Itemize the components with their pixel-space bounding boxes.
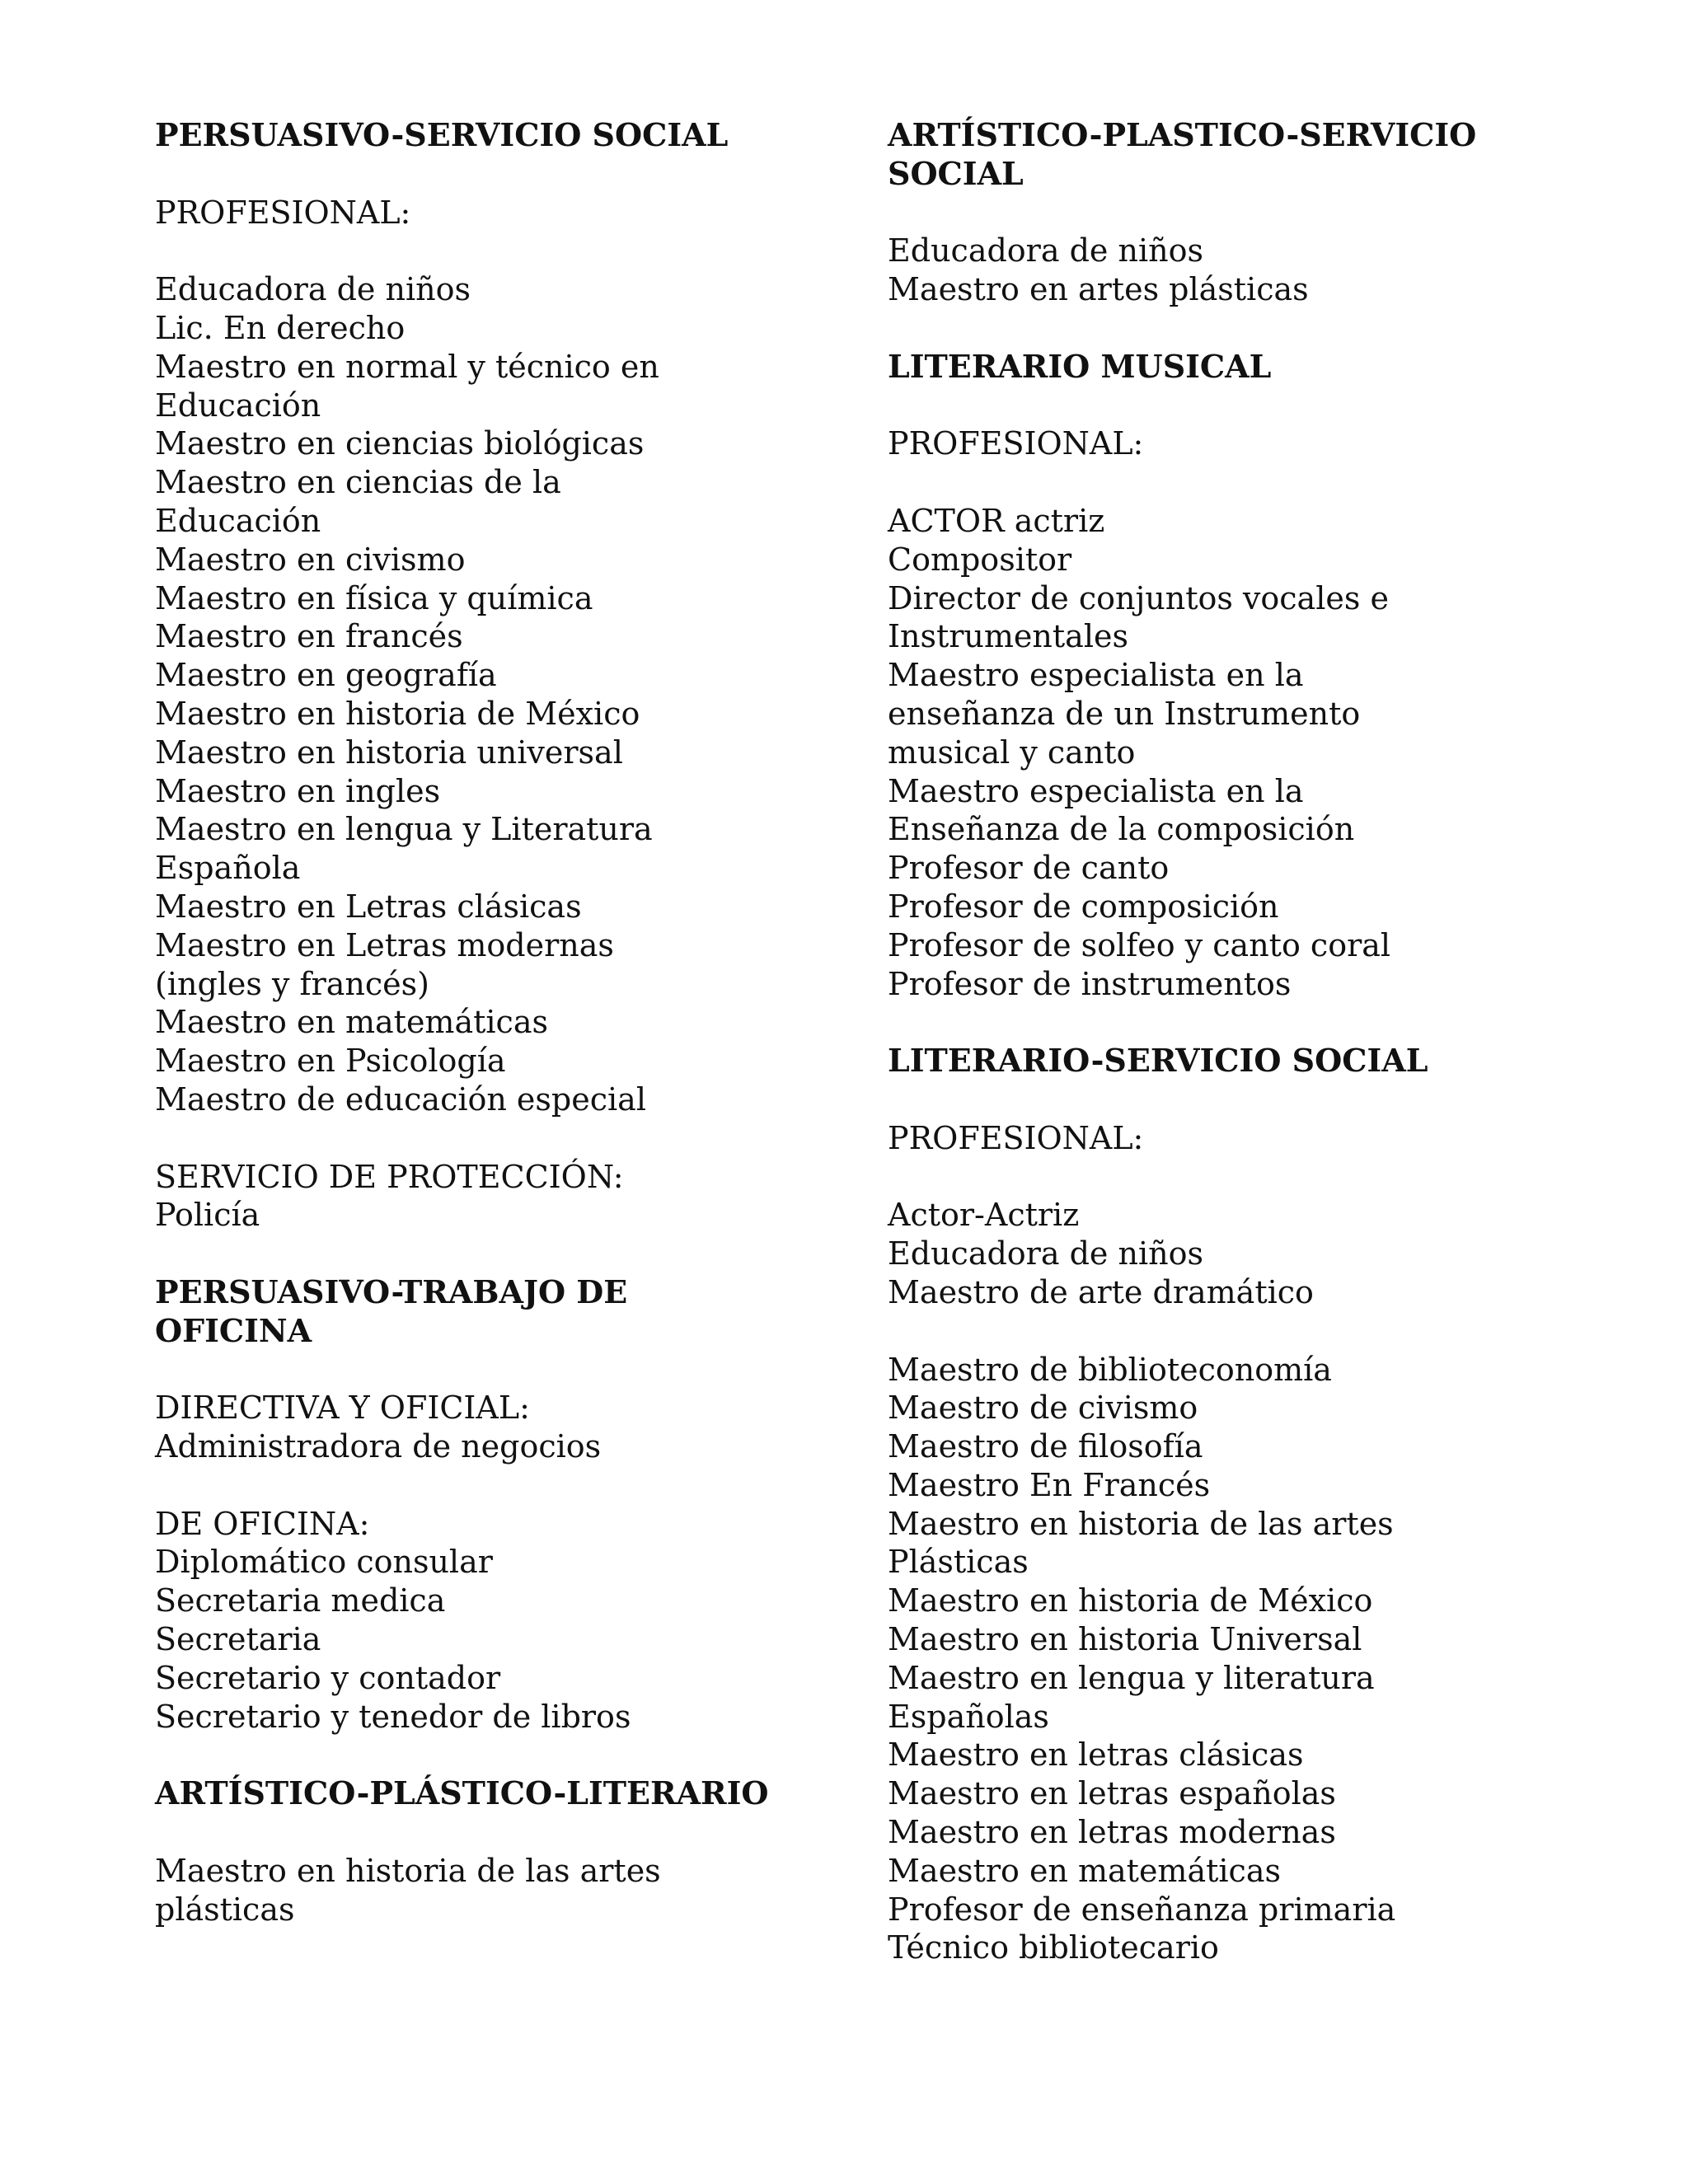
list-item-maestro-de-civismo: Maestro de civismo (888, 1390, 1198, 1427)
text-block (888, 1351, 1564, 1968)
list-item-director-de-conjuntos-vocales-e: Director de conjuntos vocales e (888, 579, 1389, 616)
list-item-maestro-especialista-en-la: Maestro especialista en la (888, 657, 1304, 694)
block-spacer (155, 1736, 831, 1774)
heading-line-artistico-plastico-servicio: ARTÍSTICO-PLASTICO-SERVICIO (888, 116, 1477, 153)
text-block (888, 232, 1564, 309)
list-item-profesional: PROFESIONAL: (155, 194, 411, 231)
heading-line-artistico-plastico-literario: ARTÍSTICO-PLÁSTICO-LITERARIO (155, 1774, 769, 1812)
list-item-servicio-de-proteccion: SERVICIO DE PROTECCIÓN: (155, 1158, 624, 1195)
list-item-maestro-de-biblioteconomia: Maestro de biblioteconomía (888, 1351, 1332, 1388)
list-item-maestro-en-matematicas: Maestro en matemáticas (888, 1852, 1281, 1889)
list-item-maestro-en-historia-de-mexico: Maestro en historia de México (155, 695, 640, 732)
left-column (155, 116, 831, 1929)
text-block (888, 424, 1564, 463)
list-item-maestro-en-psicologia: Maestro en Psicología (155, 1043, 506, 1080)
block-spacer (888, 309, 1564, 348)
text-block (155, 1505, 831, 1736)
list-item-educacion: Educación (155, 502, 321, 539)
block-spacer (155, 1813, 831, 1852)
list-item-maestro-en-lengua-y-literatura: Maestro en lengua y literatura (888, 1659, 1375, 1696)
text-block (155, 270, 831, 1119)
list-item-educacion: Educación (155, 387, 321, 424)
list-item-profesor-de-composicion: Profesor de composición (888, 888, 1279, 925)
list-item-maestro-en-artes-plasticas: Maestro en artes plásticas (888, 271, 1309, 308)
section-heading (155, 116, 831, 155)
list-item-espanolas: Españolas (888, 1698, 1049, 1735)
block-spacer (155, 1466, 831, 1505)
section-heading (888, 116, 1564, 194)
list-item-policia: Policía (155, 1197, 260, 1234)
list-item-maestro-en-ciencias-biologicas: Maestro en ciencias biológicas (155, 425, 645, 462)
list-item-secretario-y-tenedor-de-libros: Secretario y tenedor de libros (155, 1698, 631, 1735)
list-item-maestro-especialista-en-la: Maestro especialista en la (888, 772, 1304, 809)
block-spacer (888, 194, 1564, 232)
block-spacer (155, 1119, 831, 1158)
section-heading (155, 1774, 831, 1813)
list-item-plasticas: Plásticas (888, 1544, 1029, 1581)
list-item-maestro-en-frances: Maestro en francés (155, 618, 463, 655)
list-item-profesor-de-ensenanza-primaria: Profesor de enseñanza primaria (888, 1891, 1396, 1928)
list-item-maestro-en-historia-universal: Maestro en historia Universal (888, 1621, 1362, 1658)
block-spacer (888, 387, 1564, 425)
heading-line-literario-musical: LITERARIO MUSICAL (888, 347, 1272, 385)
list-item-profesor-de-instrumentos: Profesor de instrumentos (888, 965, 1292, 1002)
list-item-maestro-en-fisica-y-quimica: Maestro en física y química (155, 579, 593, 616)
list-item-administradora-de-negocios: Administradora de negocios (155, 1428, 602, 1465)
block-spacer (155, 1351, 831, 1390)
block-spacer (888, 1158, 1564, 1197)
list-item-maestro-en-historia-de-las-artes: Maestro en historia de las artes (888, 1505, 1394, 1542)
list-item-maestro-en-matematicas: Maestro en matemáticas (155, 1004, 548, 1041)
block-spacer (155, 155, 831, 194)
right-column (888, 116, 1564, 1967)
list-item-maestro-de-arte-dramatico: Maestro de arte dramático (888, 1273, 1314, 1310)
list-item-ensenanza-de-un-instrumento: enseñanza de un Instrumento (888, 695, 1361, 732)
list-item-profesor-de-canto: Profesor de canto (888, 850, 1170, 887)
heading-line-persuasivo-trabajo-de: PERSUASIVO-TRABAJO DE (155, 1272, 628, 1310)
list-item-maestro-en-letras-clasicas: Maestro en letras clásicas (888, 1736, 1304, 1774)
list-item-educadora-de-ninos: Educadora de niños (888, 232, 1203, 269)
list-item-maestro-en-civismo: Maestro en civismo (155, 541, 466, 578)
block-spacer (888, 463, 1564, 502)
list-item-maestro-en-frances: Maestro En Francés (888, 1466, 1211, 1503)
list-item-profesional: PROFESIONAL: (888, 425, 1144, 462)
list-item-profesional: PROFESIONAL: (888, 1119, 1144, 1156)
text-block (155, 1852, 831, 1929)
list-item-maestro-en-ciencias-de-la: Maestro en ciencias de la (155, 464, 561, 501)
list-item-diplomatico-consular: Diplomático consular (155, 1544, 493, 1581)
list-item-maestro-de-educacion-especial: Maestro de educación especial (155, 1080, 646, 1118)
list-item-compositor: Compositor (888, 541, 1072, 578)
list-item-secretaria: Secretaria (155, 1621, 321, 1658)
list-item-maestro-en-geografia: Maestro en geografía (155, 657, 497, 694)
block-spacer (888, 1003, 1564, 1042)
block-spacer (888, 1080, 1564, 1119)
heading-line-social: SOCIAL (888, 154, 1024, 192)
text-block (155, 1389, 831, 1466)
list-item-plasticas: plásticas (155, 1891, 295, 1928)
list-item-maestro-en-letras-espanolas: Maestro en letras españolas (888, 1775, 1336, 1812)
list-item-maestro-en-historia-universal: Maestro en historia universal (155, 733, 623, 771)
text-block (888, 1119, 1564, 1158)
list-item-de-oficina: DE OFICINA: (155, 1505, 370, 1542)
list-item-actor-actriz: Actor-Actriz (888, 1197, 1080, 1234)
list-item-instrumentales: Instrumentales (888, 618, 1128, 655)
list-item-secretario-y-contador: Secretario y contador (155, 1659, 501, 1696)
text-block (888, 1196, 1564, 1311)
list-item-profesor-de-solfeo-y-canto-coral: Profesor de solfeo y canto coral (888, 926, 1391, 963)
list-item-maestro-en-letras-modernas: Maestro en Letras modernas (155, 926, 614, 963)
block-spacer (155, 1235, 831, 1273)
list-item-maestro-en-historia-de-las-artes: Maestro en historia de las artes (155, 1852, 661, 1889)
list-item-tecnico-bibliotecario: Técnico bibliotecario (888, 1929, 1219, 1966)
list-item-ensenanza-de-la-composicion: Enseñanza de la composición (888, 811, 1355, 848)
list-item-maestro-en-lengua-y-literatura: Maestro en lengua y Literatura (155, 811, 653, 848)
heading-line-persuasivo-servicio-social: PERSUASIVO-SERVICIO SOCIAL (155, 116, 729, 153)
heading-line-oficina: OFICINA (155, 1311, 312, 1349)
section-heading (155, 1273, 831, 1351)
list-item-ingles-y-frances: (ingles y francés) (155, 965, 430, 1002)
list-item-maestro-en-historia-de-mexico: Maestro en historia de México (888, 1582, 1373, 1619)
list-item-espanola: Española (155, 850, 301, 887)
section-heading (888, 1042, 1564, 1080)
list-item-educadora-de-ninos: Educadora de niños (155, 271, 471, 308)
list-item-maestro-en-letras-modernas: Maestro en letras modernas (888, 1814, 1336, 1851)
block-spacer (888, 1312, 1564, 1351)
list-item-maestro-en-letras-clasicas: Maestro en Letras clásicas (155, 888, 582, 925)
list-item-lic-en-derecho: Lic. En derecho (155, 309, 406, 346)
text-block (155, 1158, 831, 1235)
list-item-maestro-de-filosofia: Maestro de filosofía (888, 1428, 1203, 1465)
list-item-actor-actriz: ACTOR actriz (888, 502, 1105, 539)
text-block (155, 194, 831, 232)
list-item-secretaria-medica: Secretaria medica (155, 1582, 446, 1619)
list-item-musical-y-canto: musical y canto (888, 733, 1136, 771)
text-block (888, 502, 1564, 1003)
block-spacer (155, 232, 831, 270)
section-heading (888, 348, 1564, 387)
heading-line-literario-servicio-social: LITERARIO-SERVICIO SOCIAL (888, 1042, 1428, 1080)
list-item-directiva-y-oficial: DIRECTIVA Y OFICIAL: (155, 1390, 530, 1427)
list-item-maestro-en-normal-y-tecnico-en: Maestro en normal y técnico en (155, 348, 659, 385)
list-item-educadora-de-ninos: Educadora de niños (888, 1235, 1203, 1272)
list-item-maestro-en-ingles: Maestro en ingles (155, 772, 441, 809)
